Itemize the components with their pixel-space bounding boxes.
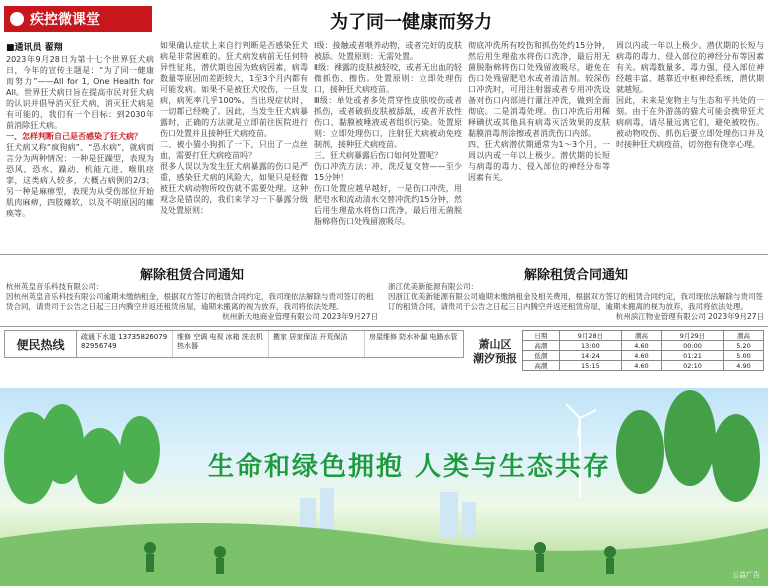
tide-cell: 01:21	[661, 351, 723, 361]
column-title: 疾控微课堂	[30, 12, 100, 28]
paragraph: Ⅱ级：裸露的皮肤被轻咬，或者无出血的轻微抓伤、擦伤。处置原则：立即处理伤口，接种狂犬病疫苗。	[314, 63, 462, 94]
notice-sign: 杭州新天地商业管理有限公司	[222, 312, 320, 321]
notice-date: 2023年9月27日	[322, 312, 378, 321]
tide-header: 9月28日	[559, 331, 621, 341]
notice-body: 因浙江优美新能源有限公司逾期未缴纳租金及相关费用，根据双方签订的租赁合同约定，我司现依法解除与贵司签订的租赁合同，请贵司于公告之日起三日内腾空并返还租赁房屋，逾期未搬离的视为放弃，我司将依法处理。	[388, 292, 763, 311]
paragraph: Ⅲ级：单处或者多处贯穿性皮肤咬伤或者抓伤，或者破损皮肤被舔舐，或者开放性伤口、黏膜被唾液或者组织污染。处置原则：立即处理伤口，注射狂犬病被动免疫制剂，接种狂犬病疫苗。	[314, 96, 462, 149]
public-service-banner	[0, 388, 768, 586]
notice-signature	[388, 312, 764, 322]
headline: 为了同一健康而努力	[330, 12, 492, 33]
badge-dot-icon	[10, 12, 24, 26]
byline: ■通讯员 翟翔	[6, 43, 63, 53]
grass-icon	[0, 523, 768, 586]
tide-forecast	[470, 330, 764, 382]
section-heading: 三、狂犬病暴露后伤口如何处置呢？	[314, 151, 442, 160]
hotline-item: 房屋维修 防水补漏 电路水管	[369, 333, 458, 341]
hotline-item: 搬家 居家保洁 开荒保洁	[269, 331, 365, 357]
paragraph: 伤口冲洗方法：冲、洗反复交替——至少15分钟！	[314, 162, 462, 182]
notice-1	[6, 282, 378, 328]
tide-row	[523, 341, 764, 351]
tide-row	[523, 361, 764, 371]
tide-label-line: 萧山区	[478, 338, 512, 351]
column-badge	[4, 6, 152, 32]
tide-cell: 5.20	[724, 341, 764, 351]
tide-cell: 4.90	[724, 361, 764, 371]
divider	[0, 254, 768, 255]
article-column-1	[6, 54, 154, 250]
notice-title: 解除租赁合同通知	[140, 268, 245, 283]
notice-2	[388, 282, 764, 328]
article-section	[0, 0, 768, 252]
notice-title: 解除租赁合同通知	[524, 268, 629, 283]
paragraph: 如果确认症状上来自行判断是否感染狂犬病是非常困难的。狂犬病发病前无任何特异性征兆，潜伏期也因为致病因素，病毒数量等原因而差距较大，1至3个月内都有可能发病。如果不是被狂犬咬伤，一旦发病，病死率几乎100%。当出现症状时，一切都已经晚了。因此，当发生狂犬病暴露时，正确的方法就是立即前往医院进行伤口处置并且接种狂犬病疫苗。	[160, 41, 308, 138]
paragraph: 因此，未来是宠物主与生态和平共处的一刻。由于在外游荡的猫犬可能会携带狂犬病病毒，请尽量远离它们，避免被咬伤。被动物咬伤、抓伤后要立即处理伤口并及时接种狂犬病疫苗，切勿抱有侥幸心理。	[616, 96, 764, 149]
hotline-item: 疏通下水道 13735826079 82956749	[77, 331, 173, 357]
section-heading: 一、怎样判断自己是否感染了狂犬病？	[6, 132, 142, 141]
tide-header: 日期	[523, 331, 560, 341]
paragraph: Ⅰ级：接触或者喂养动物，或者完好的皮肤被舔。处置原则：无需处置。	[314, 41, 462, 61]
tide-cell: 4.60	[622, 351, 662, 361]
paragraph: 很多人误以为发生狂犬病暴露的伤口是严重，感染狂犬病的风险大，如果只是轻微被狂犬病动物所咬伤就不需要处理。这种观念是错误的，我们来学习一下暴露分级及处置原则：	[160, 162, 308, 215]
hotline-box	[4, 330, 464, 358]
tide-table	[522, 330, 764, 371]
hotline-item: 维修 空调 电视 冰箱 洗衣机 热水器	[173, 331, 269, 357]
notice-addressee: 杭州英皇音乐科技有限公司：	[6, 282, 104, 291]
paragraph: 伤口处置应越早越好，一是伤口冲洗，用肥皂水和流动清水交替冲洗约15分钟，然后用生理盐水将伤口洗净，最后用无菌脱脂棉将伤口处残留液吸尽。	[314, 184, 462, 226]
banner-scenery	[0, 388, 768, 586]
notice-addressee: 浙江优美新能源有限公司：	[388, 282, 478, 291]
tide-cell: 14:24	[559, 351, 621, 361]
paragraph: 彻底冲洗所有咬伤和抓伤处约15分钟，然后用生理盐水将伤口洗净，最后用无菌脱脂棉将伤口处残留液吸尽，避免在伤口处残留肥皂水或者清洁剂。较深伤口冲洗时，可用注射器或者专用冲洗设备对伤口内部进行灌注冲洗，做到全面彻底。二是消毒处理。伤口冲洗后用稀释碘伏或其他具有病毒灭活效果的皮肤黏膜消毒剂涂擦或者消洗伤口内部。	[468, 41, 610, 138]
tree-icon	[616, 390, 760, 502]
banner-tag: 公益广告	[732, 571, 760, 579]
section-heading: 二、被小猫小狗抓了一下，只出了一点丝血，需要打狂犬病疫苗吗？	[160, 140, 308, 160]
notice-sign: 杭州滨江物业管理有限公司	[615, 312, 706, 321]
tide-header: 潮高	[622, 331, 662, 341]
tide-label	[470, 338, 520, 366]
tide-header: 9月29日	[661, 331, 723, 341]
tide-cell: 13:00	[559, 341, 621, 351]
paragraph: 2023年9月28日为第十七个世界狂犬病日，今年的宣传主题是：“为了同一健康而努力”——All for 1, One Health for All。世界狂犬病日旨在提高市民对狂犬病的认识并倡导消灭狂犬病，消灭狂犬病是有可能的，我们有一个目标：到2030年前消除狂犬病。	[6, 55, 154, 130]
tide-cell: 5.00	[724, 351, 764, 361]
article-column-4	[468, 40, 610, 250]
tide-cell: 00:00	[661, 341, 723, 351]
paragraph: 周以内或一年以上极少。潜伏期的长短与病毒的毒力、侵入部位的神经分布等因素有关。病毒数量多、毒力强、侵入部位神经越丰富、越靠近中枢神经系统，潜伏期就越短。	[616, 41, 764, 94]
tide-header: 潮高	[724, 331, 764, 341]
tide-cell: 低潮	[523, 351, 560, 361]
hotline-label: 便民热线	[5, 331, 77, 357]
article-column-3	[314, 40, 462, 250]
tree-icon	[4, 404, 160, 504]
article-column-5	[616, 40, 764, 250]
tide-cell: 4.60	[622, 361, 662, 371]
tide-cell: 4.60	[622, 341, 662, 351]
paragraph: 狂犬病又称“疯狗病”、“恐水病”，就病而言分为两种情况：一种是狂躁型，表现为恐风、恐水、躁动、机能亢进、喉肌痉挛，这类病人较多，大概占病例的2/3；另一种是麻痹型，表现为从受伤部位开始肌肉麻痹，四肢瘫软，以及不明原因的瘫痪等。	[6, 143, 154, 218]
article-column-2	[160, 40, 308, 250]
paragraph: 四、狂犬病潜伏期通常为1～3个月，一周以内或一年以上极少。潜伏期的长短与病毒的毒力、侵入部位的神经分布等因素有关。	[468, 140, 610, 182]
notice-body: 因杭州英皇音乐科技有限公司逾期未缴纳租金，根据双方签订的租赁合同约定，我司现依法解除与贵司签订的租赁合同，请贵司于公告之日起三日内腾空并返还租赁房屋，逾期未搬离的视为放弃，我司将依法处理。	[6, 292, 374, 311]
tide-cell: 高潮	[523, 361, 560, 371]
notice-date: 2023年9月27日	[708, 312, 764, 321]
tide-cell: 15:15	[559, 361, 621, 371]
tide-cell: 高潮	[523, 341, 560, 351]
tide-label-line: 潮汐预报	[473, 352, 517, 365]
divider	[0, 326, 768, 327]
tide-header-row	[523, 331, 764, 341]
tide-row	[523, 351, 764, 361]
notice-signature	[6, 312, 378, 322]
tide-cell: 02:10	[661, 361, 723, 371]
banner-slogan: 生命和绿色拥抱 人类与生态共存	[208, 452, 612, 482]
